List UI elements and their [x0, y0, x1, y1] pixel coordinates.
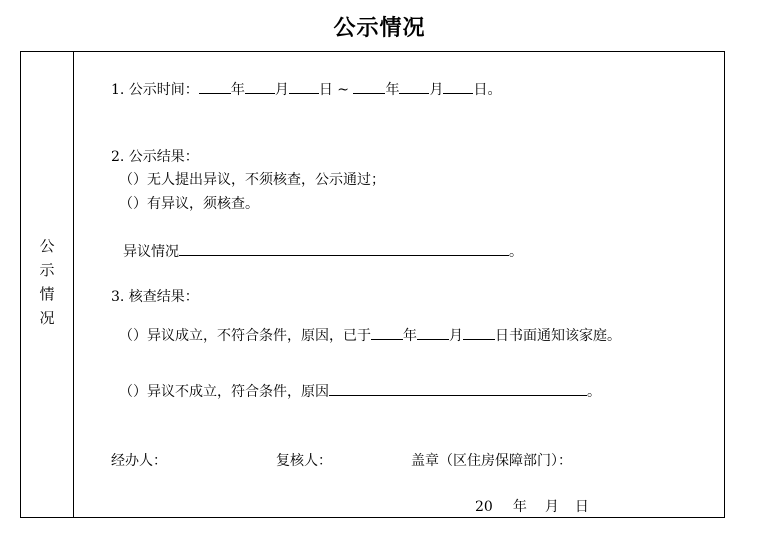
end-year-blank[interactable]	[353, 79, 385, 94]
not-established-text: （）异议不成立，符合条件，原因	[119, 384, 329, 400]
publicity-period-line	[111, 79, 501, 99]
side-label-char: 情	[39, 285, 55, 303]
date-prefix: 20	[475, 499, 493, 515]
date-day: 日	[574, 499, 589, 515]
handler-label: 经办人：	[111, 453, 167, 469]
option-no-objection[interactable]: （）无人提出异议，不须核查，公示通过；	[119, 172, 385, 188]
end-month-blank[interactable]	[399, 79, 429, 94]
side-label-char: 况	[39, 309, 55, 327]
side-label-char: 示	[39, 261, 55, 279]
date-line	[475, 498, 589, 516]
start-day-blank[interactable]	[289, 79, 319, 94]
objection-details-blank[interactable]	[179, 241, 509, 256]
option-objection-not-established[interactable]	[119, 381, 601, 401]
year-unit: 年	[385, 82, 400, 98]
day-unit: 日	[318, 82, 333, 98]
established-text: （）异议成立，不符合条件，原因，已于	[119, 328, 371, 344]
reviewer-label: 复核人：	[276, 453, 332, 469]
established-text-end: 日书面通知该家庭。	[495, 328, 621, 344]
range-tilde: ~	[332, 82, 354, 98]
date-year: 年	[512, 499, 527, 515]
stamp-label: 盖章（区住房保障部门）：	[411, 453, 572, 469]
month-unit: 月	[449, 328, 463, 344]
day-unit-end: 日。	[473, 82, 502, 98]
side-label-char: 公	[39, 237, 55, 255]
option-objection-established[interactable]	[119, 325, 621, 345]
column-divider	[73, 52, 74, 517]
publicity-result-label: 2. 公示结果：	[111, 149, 199, 165]
notify-year-blank[interactable]	[371, 325, 403, 340]
month-unit: 月	[274, 82, 289, 98]
publicity-table	[20, 51, 725, 518]
objection-details-line	[123, 241, 523, 261]
notify-month-blank[interactable]	[417, 325, 449, 340]
page-title: 公示情况	[333, 16, 426, 41]
period: 。	[509, 244, 523, 260]
year-unit: 年	[230, 82, 245, 98]
date-month: 月	[544, 499, 559, 515]
option-has-objection[interactable]: （）有异议，须核查。	[119, 196, 259, 212]
month-unit: 月	[429, 82, 444, 98]
end-day-blank[interactable]	[443, 79, 473, 94]
reason-blank[interactable]	[329, 381, 587, 396]
start-month-blank[interactable]	[245, 79, 275, 94]
start-year-blank[interactable]	[199, 79, 231, 94]
year-unit: 年	[403, 328, 417, 344]
objection-details-label: 异议情况	[123, 244, 179, 260]
side-label	[21, 234, 73, 330]
verification-result-label: 3. 核查结果：	[111, 289, 199, 305]
notify-day-blank[interactable]	[463, 325, 495, 340]
period: 。	[587, 384, 601, 400]
publicity-period-label: 1. 公示时间：	[111, 82, 199, 98]
